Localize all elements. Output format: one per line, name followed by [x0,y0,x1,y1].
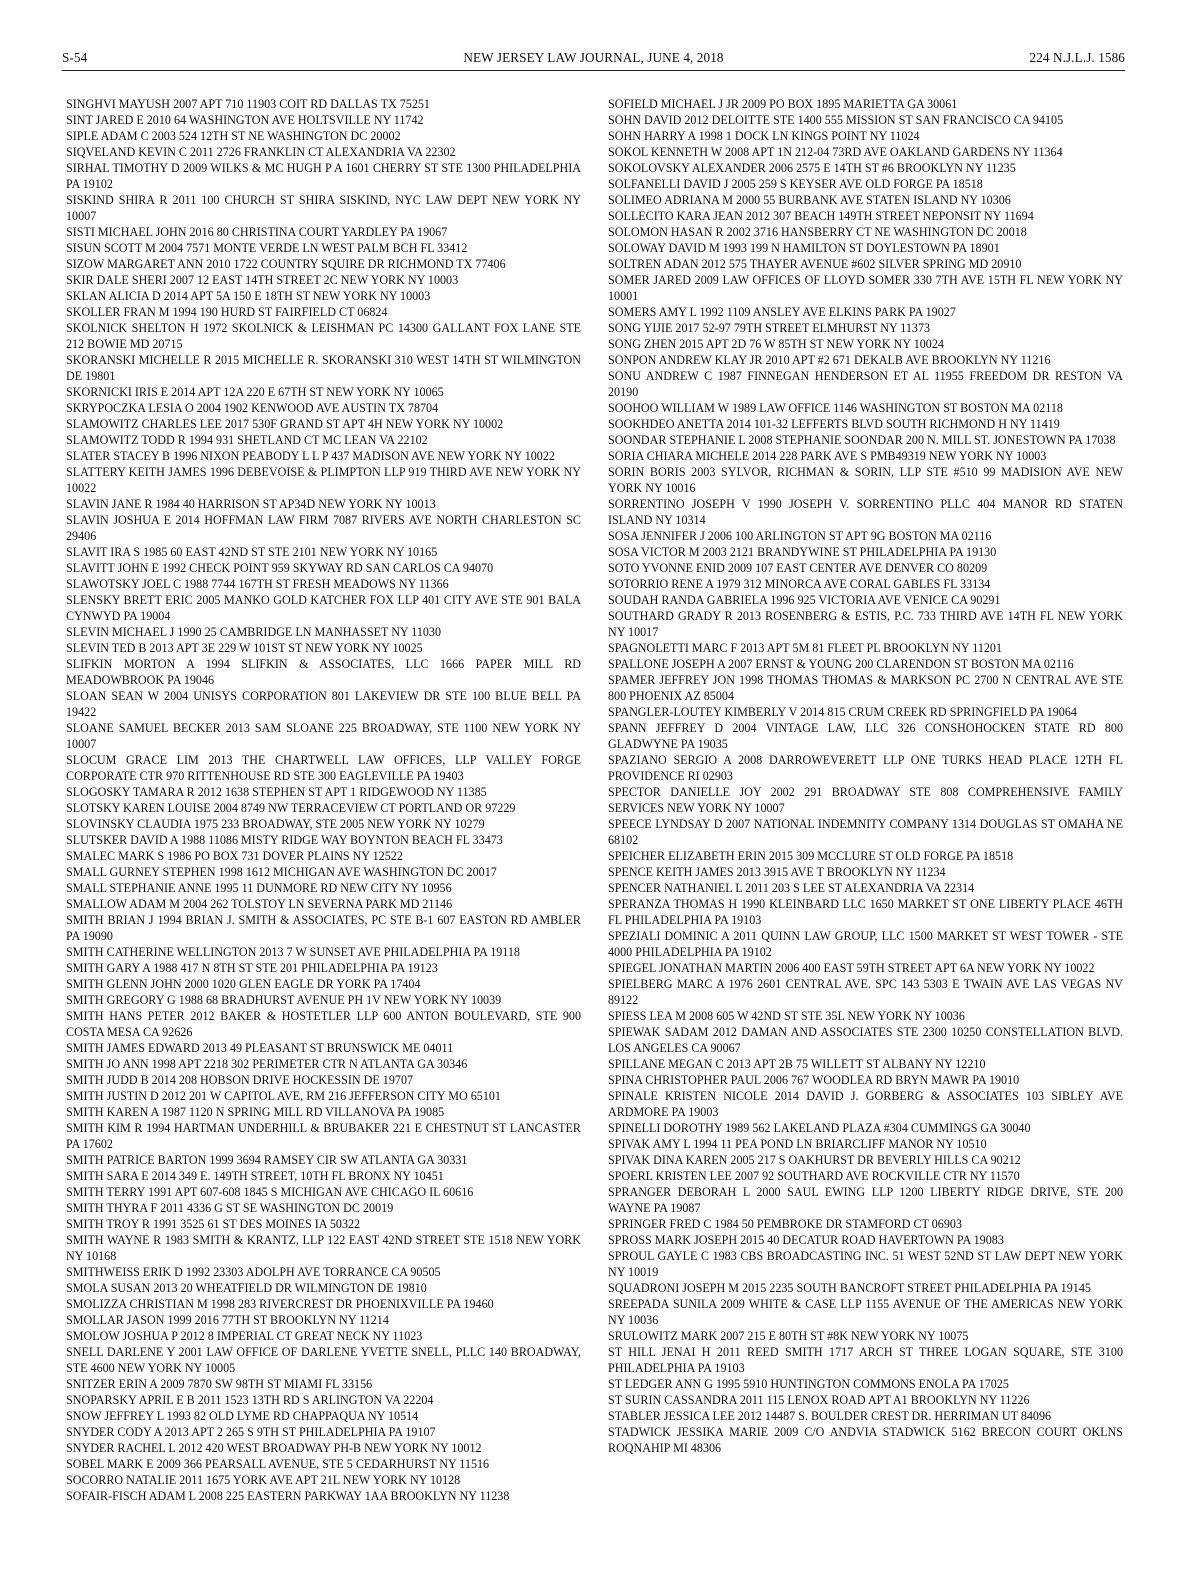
directory-entry: SPROUL GAYLE C 1983 CBS BROADCASTING INC. 51 WEST 52ND ST LAW DEPT NEW YORK NY 10019 [608,1249,1123,1279]
directory-entry: SLATTERY KEITH JAMES 1996 DEBEVOISE & PLIMPTON LLP 919 THIRD AVE NEW YORK NY 10022 [66,465,581,495]
directory-entry: SPIVAK AMY L 1994 11 PEA POND LN BRIARCLIFF MANOR NY 10510 [608,1137,987,1151]
directory-entry: SOFIELD MICHAEL J JR 2009 PO BOX 1895 MARIETTA GA 30061 [608,97,958,111]
publication-title: NEW JERSEY LAW JOURNAL, JUNE 4, 2018 [463,50,724,65]
directory-entry: SNELL DARLENE Y 2001 LAW OFFICE OF DARLENE YVETTE SNELL, PLLC 140 BROADWAY, STE 4600 NEW YORK NY 10005 [66,1345,581,1375]
directory-entry: SMITH SARA E 2014 349 E. 149TH STREET, 10TH FL BRONX NY 10451 [66,1169,444,1183]
directory-entry: SPANGLER-LOUTEY KIMBERLY V 2014 815 CRUM CREEK RD SPRINGFIELD PA 19064 [608,705,1077,719]
directory-entry: SPEZIALI DOMINIC A 2011 QUINN LAW GROUP, LLC 1500 MARKET ST WEST TOWER - STE 4000 PHILADELPHIA PA 19102 [608,929,1123,959]
directory-entry: SPIVAK DINA KAREN 2005 217 S OAKHURST DR BEVERLY HILLS CA 90212 [608,1153,1021,1167]
directory-entry: SPECTOR DANIELLE JOY 2002 291 BROADWAY STE 808 COMPREHENSIVE FAMILY SERVICES NEW YORK NY 10007 [608,785,1123,815]
directory-entry: SLOAN SEAN W 2004 UNISYS CORPORATION 801 LAKEVIEW DR STE 100 BLUE BELL PA 19422 [66,689,581,719]
directory-entry: SPINA CHRISTOPHER PAUL 2006 767 WOODLEA RD BRYN MAWR PA 19010 [608,1073,1020,1087]
directory-entry: SOBEL MARK E 2009 366 PEARSALL AVENUE, STE 5 CEDARHURST NY 11516 [66,1457,490,1471]
directory-entry: SMITH JO ANN 1998 APT 2218 302 PERIMETER CTR N ATLANTA GA 30346 [66,1057,468,1071]
directory-entry: SLATER STACEY B 1996 NIXON PEABODY L L P 437 MADISON AVE NEW YORK NY 10022 [66,449,555,463]
directory-entry: SIZOW MARGARET ANN 2010 1722 COUNTRY SQUIRE DR RICHMOND TX 77406 [66,257,506,271]
left-column [66,96,581,1504]
directory-entry: SONPON ANDREW KLAY JR 2010 APT #2 671 DEKALB AVE BROOKLYN NY 11216 [608,353,1051,367]
directory-entry: SMITH WAYNE R 1983 SMITH & KRANTZ, LLP 122 EAST 42ND STREET STE 1518 NEW YORK NY 10168 [66,1233,581,1263]
directory-entry: SLIFKIN MORTON A 1994 SLIFKIN & ASSOCIATES, LLC 1666 PAPER MILL RD MEADOWBROOK PA 19046 [66,657,581,687]
directory-entry: SOOKHDEO ANETTA 2014 101-32 LEFFERTS BLVD SOUTH RICHMOND H NY 11419 [608,417,1060,431]
directory-entry: SOLIMEO ADRIANA M 2000 55 BURBANK AVE STATEN ISLAND NY 10306 [608,193,1011,207]
directory-entry: SNOW JEFFREY L 1993 82 OLD LYME RD CHAPPAQUA NY 10514 [66,1409,419,1423]
directory-entry: SMITH KAREN A 1987 1120 N SPRING MILL RD VILLANOVA PA 19085 [66,1105,445,1119]
page-number: S-54 [62,50,88,65]
directory-entry: SMITHWEISS ERIK D 1992 23303 ADOLPH AVE TORRANCE CA 90505 [66,1265,441,1279]
directory-entry: SISUN SCOTT M 2004 7571 MONTE VERDE LN WEST PALM BCH FL 33412 [66,241,468,255]
directory-entry: SRULOWITZ MARK 2007 215 E 80TH ST #8K NEW YORK NY 10075 [608,1329,969,1343]
directory-entry: SPENCE KEITH JAMES 2013 3915 AVE T BROOKLYN NY 11234 [608,865,946,879]
directory-entry: SIRHAL TIMOTHY D 2009 WILKS & MC HUGH P A 1601 CHERRY ST STE 1300 PHILADELPHIA PA 19102 [66,161,581,191]
directory-entry: STABLER JESSICA LEE 2012 14487 S. BOULDER CREST DR. HERRIMAN UT 84096 [608,1409,1052,1423]
directory-entry: SMITH CATHERINE WELLINGTON 2013 7 W SUNSET AVE PHILADELPHIA PA 19118 [66,945,520,959]
directory-entry: SKLAN ALICIA D 2014 APT 5A 150 E 18TH ST NEW YORK NY 10003 [66,289,431,303]
directory-entry: SKORANSKI MICHELLE R 2015 MICHELLE R. SKORANSKI 310 WEST 14TH ST WILMINGTON DE 19801 [66,353,581,383]
directory-entry: SNYDER CODY A 2013 APT 2 265 S 9TH ST PHILADELPHIA PA 19107 [66,1425,436,1439]
directory-entry: SPERANZA THOMAS H 1990 KLEINBARD LLC 1650 MARKET ST ONE LIBERTY PLACE 46TH FL PHILADELPHIA PA 19103 [608,897,1123,927]
directory-entry: SKOLNICK SHELTON H 1972 SKOLNICK & LEISHMAN PC 14300 GALLANT FOX LANE STE 212 BOWIE MD 20715 [66,321,581,351]
directory-entry: SMITH THYRA F 2011 4336 G ST SE WASHINGTON DC 20019 [66,1201,394,1215]
directory-entry: SORRENTINO JOSEPH V 1990 JOSEPH V. SORRENTINO PLLC 404 MANOR RD STATEN ISLAND NY 10314 [608,497,1123,527]
directory-entry: SORIA CHIARA MICHELE 2014 228 PARK AVE S PMB49319 NEW YORK NY 10003 [608,449,1047,463]
directory-entry: SONG ZHEN 2015 APT 2D 76 W 85TH ST NEW YORK NY 10024 [608,337,944,351]
directory-entry: SPEICHER ELIZABETH ERIN 2015 309 MCCLURE ST OLD FORGE PA 18518 [608,849,1014,863]
directory-entry: SOLOMON HASAN R 2002 3716 HANSBERRY CT NE WASHINGTON DC 20018 [608,225,1027,239]
directory-entry: SOLFANELLI DAVID J 2005 259 S KEYSER AVE OLD FORGE PA 18518 [608,177,983,191]
directory-entry: SLENSKY BRETT ERIC 2005 MANKO GOLD KATCHER FOX LLP 401 CITY AVE STE 901 BALA CYNWYD PA 19004 [66,593,581,623]
directory-entry: SLOGOSKY TAMARA R 2012 1638 STEPHEN ST APT 1 RIDGEWOOD NY 11385 [66,785,487,799]
directory-entry: SOHN DAVID 2012 DELOITTE STE 1400 555 MISSION ST SAN FRANCISCO CA 94105 [608,113,1064,127]
directory-entry: SNITZER ERIN A 2009 7870 SW 98TH ST MIAMI FL 33156 [66,1377,373,1391]
directory-entry: SMITH JUSTIN D 2012 201 W CAPITOL AVE, RM 216 JEFFERSON CITY MO 65101 [66,1089,501,1103]
directory-entry: ST HILL JENAI H 2011 REED SMITH 1717 ARCH ST THREE LOGAN SQUARE, STE 3100 PHILADELPHIA PA 19103 [608,1345,1123,1375]
directory-entry: SPALLONE JOSEPH A 2007 ERNST & YOUNG 200 CLARENDON ST BOSTON MA 02116 [608,657,1074,671]
directory-entry: SLEVIN MICHAEL J 1990 25 CAMBRIDGE LN MANHASSET NY 11030 [66,625,442,639]
directory-entry: SLAWOTSKY JOEL C 1988 7744 167TH ST FRESH MEADOWS NY 11366 [66,577,449,591]
directory-entry: SLEVIN TED B 2013 APT 3E 229 W 101ST ST NEW YORK NY 10025 [66,641,423,655]
directory-entry: SMITH GARY A 1988 417 N 8TH ST STE 201 PHILADELPHIA PA 19123 [66,961,438,975]
directory-entry: SOFAIR-FISCH ADAM L 2008 225 EASTERN PARKWAY 1AA BROOKLYN NY 11238 [66,1489,510,1503]
directory-entry: SMALLOW ADAM M 2004 262 TOLSTOY LN SEVERNA PARK MD 21146 [66,897,453,911]
directory-entry: SLAVITT JOHN E 1992 CHECK POINT 959 SKYWAY RD SAN CARLOS CA 94070 [66,561,494,575]
directory-entry: SPIESS LEA M 2008 605 W 42ND ST STE 35L NEW YORK NY 10036 [608,1009,965,1023]
directory-entry: SLUTSKER DAVID A 1988 11086 MISTY RIDGE WAY BOYNTON BEACH FL 33473 [66,833,503,847]
directory-entry: SPEECE LYNDSAY D 2007 NATIONAL INDEMNITY COMPANY 1314 DOUGLAS ST OMAHA NE 68102 [608,817,1123,847]
directory-entry: SMOLLAR JASON 1999 2016 77TH ST BROOKLYN NY 11214 [66,1313,389,1327]
directory-entry: SMITH TERRY 1991 APT 607-608 1845 S MICHIGAN AVE CHICAGO IL 60616 [66,1185,474,1199]
directory-entry: SOSA VICTOR M 2003 2121 BRANDYWINE ST PHILADELPHIA PA 19130 [608,545,997,559]
directory-entry: SPRINGER FRED C 1984 50 PEMBROKE DR STAMFORD CT 06903 [608,1217,962,1231]
directory-entry: SMITH KIM R 1994 HARTMAN UNDERHILL & BRUBAKER 221 E CHESTNUT ST LANCASTER PA 17602 [66,1121,581,1151]
directory-entry: SMITH PATRICE BARTON 1999 3694 RAMSEY CIR SW ATLANTA GA 30331 [66,1153,468,1167]
directory-entry: SIQVELAND KEVIN C 2011 2726 FRANKLIN CT ALEXANDRIA VA 22302 [66,145,456,159]
directory-entry: SOKOL KENNETH W 2008 APT 1N 212-04 73RD AVE OAKLAND GARDENS NY 11364 [608,145,1063,159]
directory-entry: SLAVIN JANE R 1984 40 HARRISON ST AP34D NEW YORK NY 10013 [66,497,436,511]
directory-entry: SNYDER RACHEL L 2012 420 WEST BROADWAY PH-B NEW YORK NY 10012 [66,1441,482,1455]
directory-entry: SMITH BRIAN J 1994 BRIAN J. SMITH & ASSOCIATES, PC STE B-1 607 EASTON RD AMBLER PA 19090 [66,913,581,943]
directory-entry: SOCORRO NATALIE 2011 1675 YORK AVE APT 21L NEW YORK NY 10128 [66,1473,461,1487]
directory-entry: SLAMOWITZ TODD R 1994 931 SHETLAND CT MC LEAN VA 22102 [66,433,428,447]
directory-entry: SPIEWAK SADAM 2012 DAMAN AND ASSOCIATES STE 2300 10250 CONSTELLATION BLVD. LOS ANGELES CA 90067 [608,1025,1123,1055]
directory-entry: SORIN BORIS 2003 SYLVOR, RICHMAN & SORIN, LLP STE #510 99 MADISION AVE NEW YORK NY 10016 [608,465,1123,495]
directory-entry: SINGHVI MAYUSH 2007 APT 710 11903 COIT RD DALLAS TX 75251 [66,97,430,111]
directory-entry: SPAZIANO SERGIO A 2008 DARROWEVERETT LLP ONE TURKS HEAD PLACE 12TH FL PROVIDENCE RI 02903 [608,753,1123,783]
directory-entry: SMOLIZZA CHRISTIAN M 1998 283 RIVERCREST DR PHOENIXVILLE PA 19460 [66,1297,494,1311]
directory-entry: SOLOWAY DAVID M 1993 199 N HAMILTON ST DOYLESTOWN PA 18901 [608,241,1000,255]
directory-entry: SISTI MICHAEL JOHN 2016 80 CHRISTINA COURT YARDLEY PA 19067 [66,225,448,239]
directory-entry: SPANN JEFFREY D 2004 VINTAGE LAW, LLC 326 CONSHOHOCKEN STATE RD 800 GLADWYNE PA 19035 [608,721,1123,751]
directory-entry: SPINALE KRISTEN NICOLE 2014 DAVID J. GORBERG & ASSOCIATES 103 SIBLEY AVE ARDMORE PA 19003 [608,1089,1123,1119]
directory-entry: SPOERL KRISTEN LEE 2007 92 SOUTHARD AVE ROCKVILLE CTR NY 11570 [608,1169,1020,1183]
directory-entry: SINT JARED E 2010 64 WASHINGTON AVE HOLTSVILLE NY 11742 [66,113,424,127]
directory-entry: SPENCER NATHANIEL L 2011 203 S LEE ST ALEXANDRIA VA 22314 [608,881,975,895]
directory-entry: SOTORRIO RENE A 1979 312 MINORCA AVE CORAL GABLES FL 33134 [608,577,991,591]
directory-entry: SLAVIN JOSHUA E 2014 HOFFMAN LAW FIRM 7087 RIVERS AVE NORTH CHARLESTON SC 29406 [66,513,581,543]
directory-entry: SPAMER JEFFREY JON 1998 THOMAS THOMAS & MARKSON PC 2700 N CENTRAL AVE STE 800 PHOENIX AZ 85004 [608,673,1123,703]
directory-entry: STADWICK JESSIKA MARIE 2009 C/O ANDVIA STADWICK 5162 BRECON COURT OKLNS ROQNAHIP MI 48306 [608,1425,1123,1455]
directory-entry: SNOPARSKY APRIL E B 2011 1523 13TH RD S ARLINGTON VA 22204 [66,1393,434,1407]
directory-entry: SMITH TROY R 1991 3525 61 ST DES MOINES IA 50322 [66,1217,361,1231]
directory-entry: SREEPADA SUNILA 2009 WHITE & CASE LLP 1155 AVENUE OF THE AMERICAS NEW YORK NY 10036 [608,1297,1123,1327]
directory-entry: SKIR DALE SHERI 2007 12 EAST 14TH STREET 2C NEW YORK NY 10003 [66,273,459,287]
directory-entry: SOLTREN ADAN 2012 575 THAYER AVENUE #602 SILVER SPRING MD 20910 [608,257,1022,271]
directory-entry: SIPLE ADAM C 2003 524 12TH ST NE WASHINGTON DC 20002 [66,129,401,143]
directory-entry: SPIEGEL JONATHAN MARTIN 2006 400 EAST 59TH STREET APT 6A NEW YORK NY 10022 [608,961,1095,975]
directory-entry: SPAGNOLETTI MARC F 2013 APT 5M 81 FLEET PL BROOKLYN NY 11201 [608,641,1003,655]
directory-entry: SKOLLER FRAN M 1994 190 HURD ST FAIRFIELD CT 06824 [66,305,388,319]
directory-entry: ST LEDGER ANN G 1995 5910 HUNTINGTON COMMONS ENOLA PA 17025 [608,1377,1009,1391]
directory-entry: SMALL STEPHANIE ANNE 1995 11 DUNMORE RD NEW CITY NY 10956 [66,881,452,895]
directory-entry: SMOLOW JOSHUA P 2012 8 IMPERIAL CT GREAT NECK NY 11023 [66,1329,423,1343]
directory-entry: SPILLANE MEGAN C 2013 APT 2B 75 WILLETT ST ALBANY NY 12210 [608,1057,986,1071]
directory-entry: SISKIND SHIRA R 2011 100 CHURCH ST SHIRA SISKIND, NYC LAW DEPT NEW YORK NY 10007 [66,193,581,223]
directory-entry: SPROSS MARK JOSEPH 2015 40 DECATUR ROAD HAVERTOWN PA 19083 [608,1233,1004,1247]
directory-entry: SQUADRONI JOSEPH M 2015 2235 SOUTH BANCROFT STREET PHILADELPHIA PA 19145 [608,1281,1091,1295]
page-header [62,50,1125,70]
directory-entry: SPIELBERG MARC A 1976 2601 CENTRAL AVE. SPC 143 5303 E TWAIN AVE LAS VEGAS NV 89122 [608,977,1123,1007]
directory-entry: SOKOLOVSKY ALEXANDER 2006 2575 E 14TH ST #6 BROOKLYN NY 11235 [608,161,1016,175]
directory-entry: SOSA JENNIFER J 2006 100 ARLINGTON ST APT 9G BOSTON MA 02116 [608,529,992,543]
directory-entry: SOUTHARD GRADY R 2013 ROSENBERG & ESTIS, P.C. 733 THIRD AVE 14TH FL NEW YORK NY 10017 [608,609,1123,639]
directory-entry: SKORNICKI IRIS E 2014 APT 12A 220 E 67TH ST NEW YORK NY 10065 [66,385,444,399]
directory-entry: SOONDAR STEPHANIE L 2008 STEPHANIE SOONDAR 200 N. MILL ST. JONESTOWN PA 17038 [608,433,1116,447]
directory-entry: SMALL GURNEY STEPHEN 1998 1612 MICHIGAN AVE WASHINGTON DC 20017 [66,865,497,879]
directory-entry: SONU ANDREW C 1987 FINNEGAN HENDERSON ET AL 11955 FREEDOM DR RESTON VA 20190 [608,369,1123,399]
directory-entry: SLAMOWITZ CHARLES LEE 2017 530F GRAND ST APT 4H NEW YORK NY 10002 [66,417,504,431]
header-rule [62,70,1125,71]
directory-entry: SOUDAH RANDA GABRIELA 1996 925 VICTORIA AVE VENICE CA 90291 [608,593,1001,607]
directory-entry: SMITH JUDD B 2014 208 HOBSON DRIVE HOCKESSIN DE 19707 [66,1073,414,1087]
directory-entry: SOOHOO WILLIAM W 1989 LAW OFFICE 1146 WASHINGTON ST BOSTON MA 02118 [608,401,1063,415]
directory-entry: SMITH JAMES EDWARD 2013 49 PLEASANT ST BRUNSWICK ME 04011 [66,1041,454,1055]
right-column [608,96,1123,1456]
directory-entry: SOMERS AMY L 1992 1109 ANSLEY AVE ELKINS PARK PA 19027 [608,305,956,319]
directory-entry: SLAVIT IRA S 1985 60 EAST 42ND ST STE 2101 NEW YORK NY 10165 [66,545,438,559]
directory-entry: SMITH GREGORY G 1988 68 BRADHURST AVENUE PH 1V NEW YORK NY 10039 [66,993,502,1007]
directory-entry: SOHN HARRY A 1998 1 DOCK LN KINGS POINT NY 11024 [608,129,920,143]
directory-entry: ST SURIN CASSANDRA 2011 115 LENOX ROAD APT A1 BROOKLYN NY 11226 [608,1393,1030,1407]
directory-entry: SONG YIJIE 2017 52-97 79TH STREET ELMHURST NY 11373 [608,321,931,335]
directory-entry: SOTO YVONNE ENID 2009 107 EAST CENTER AVE DENVER CO 80209 [608,561,988,575]
directory-entry: SKRYPOCZKA LESIA O 2004 1902 KENWOOD AVE AUSTIN TX 78704 [66,401,439,415]
directory-entry: SMITH HANS PETER 2012 BAKER & HOSTETLER LLP 600 ANTON BOULEVARD, STE 900 COSTA MESA CA 92626 [66,1009,581,1039]
directory-entry: SMITH GLENN JOHN 2000 1020 GLEN EAGLE DR YORK PA 17404 [66,977,421,991]
directory-entry: SOMER JARED 2009 LAW OFFICES OF LLOYD SOMER 330 7TH AVE 15TH FL NEW YORK NY 10001 [608,273,1123,303]
directory-entry: SLOVINSKY CLAUDIA 1975 233 BROADWAY, STE 2005 NEW YORK NY 10279 [66,817,485,831]
directory-entry: SPRANGER DEBORAH L 2000 SAUL EWING LLP 1200 LIBERTY RIDGE DRIVE, STE 200 WAYNE PA 19087 [608,1185,1123,1215]
directory-entry: SLOCUM GRACE LIM 2013 THE CHARTWELL LAW OFFICES, LLP VALLEY FORGE CORPORATE CTR 970 RITTENHOUSE RD STE 300 EAGLEVILLE PA 19403 [66,753,581,783]
directory-entry: SLOTSKY KAREN LOUISE 2004 8749 NW TERRACEVIEW CT PORTLAND OR 97229 [66,801,516,815]
directory-entry: SLOANE SAMUEL BECKER 2013 SAM SLOANE 225 BROADWAY, STE 1100 NEW YORK NY 10007 [66,721,581,751]
directory-entry: SMALEC MARK S 1986 PO BOX 731 DOVER PLAINS NY 12522 [66,849,403,863]
directory-entry: SMOLA SUSAN 2013 20 WHEATFIELD DR WILMINGTON DE 19810 [66,1281,427,1295]
directory-entry: SPINELLI DOROTHY 1989 562 LAKELAND PLAZA #304 CUMMINGS GA 30040 [608,1121,1031,1135]
journal-citation: 224 N.J.L.J. 1586 [1029,50,1125,65]
directory-entry: SOLLECITO KARA JEAN 2012 307 BEACH 149TH STREET NEPONSIT NY 11694 [608,209,1034,223]
